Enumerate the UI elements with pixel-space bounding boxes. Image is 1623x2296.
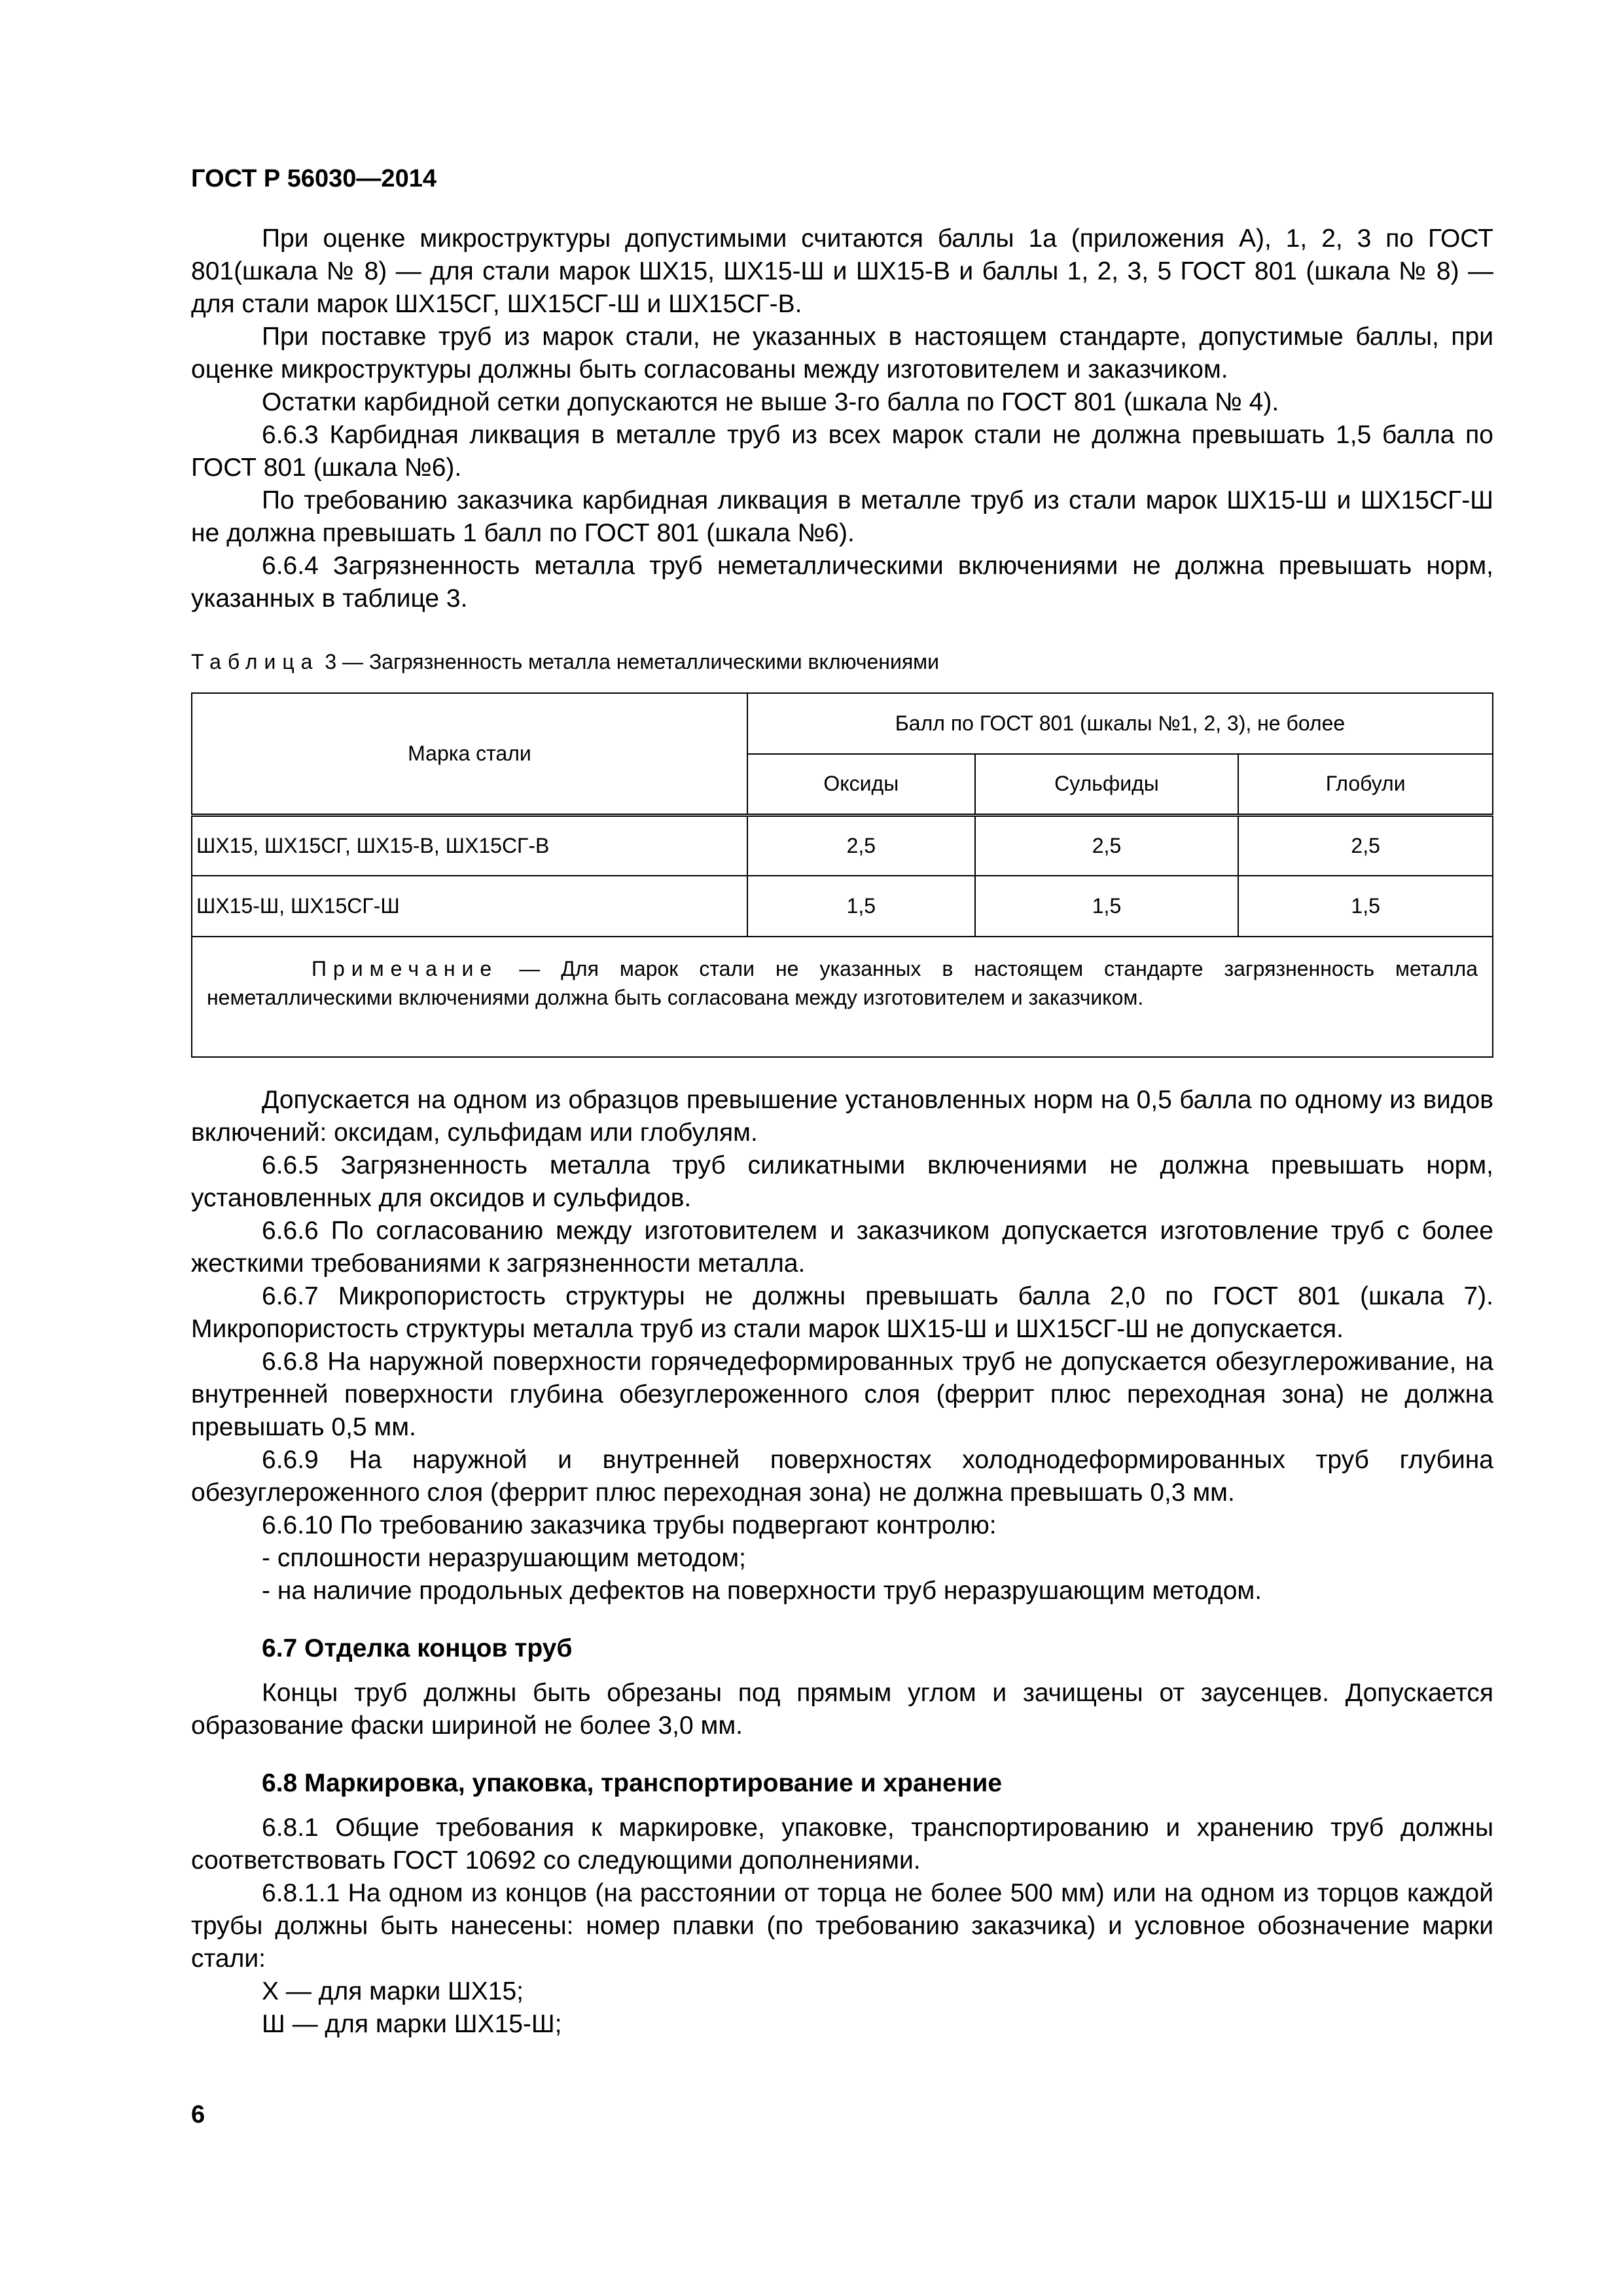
paragraph: 6.6.6 По согласованию между изготовителем и заказчиком допускается изготовление труб с более жесткими требованиями к загрязненности металла.: [191, 1217, 1493, 1278]
header-sulfides: Сульфиды: [975, 754, 1239, 815]
header-globules: Глобули: [1238, 754, 1493, 815]
paragraph: 6.6.8 На наружной поверхности горячедеформированных труб не допускается обезуглероживание, на внутренней поверхности глубина обезуглероженного слоя (феррит плюс переходная зона) не должна превышать 0,5 мм.: [191, 1348, 1493, 1441]
paragraph: 6.6.4 Загрязненность металла труб неметаллическими включениями не должна превышать норм, указанных в таблице 3.: [191, 552, 1493, 613]
section-heading-6-7: 6.7 Отделка концов труб: [262, 1634, 573, 1662]
paragraph: 6.6.3 Карбидная ликвация в металле труб из всех марок стали не должна превышать 1,5 балла по ГОСТ 801 (шкала №6).: [191, 421, 1493, 482]
body-text-top: [191, 223, 1493, 615]
paragraph: При поставке труб из марок стали, не указанных в настоящем стандарте, допустимые баллы, при оценке микроструктуры должны быть согласованы между изготовителем и заказчиком.: [191, 323, 1493, 384]
table-caption-label: Таблица: [191, 650, 319, 673]
cell-oxides: 1,5: [747, 876, 975, 937]
list-item: Ш — для марки ШХ15-Ш;: [262, 2010, 562, 2038]
table-3: [191, 692, 1493, 1058]
body-text-bottom: [191, 1084, 1493, 2041]
table-row: [192, 815, 1493, 876]
list-item: - сплошности неразрушающим методом;: [262, 1544, 746, 1572]
cell-grade: ШХ15, ШХ15СГ, ШХ15-В, ШХ15СГ-В: [192, 815, 747, 876]
header-grade: Марка стали: [192, 693, 747, 815]
paragraph: Допускается на одном из образцов превышение установленных норм на 0,5 балла по одному из видов включений: оксидам, сульфидам или глобулям.: [191, 1086, 1493, 1147]
list-item: - на наличие продольных дефектов на поверхности труб неразрушающим методом.: [262, 1577, 1262, 1605]
table-note: [192, 937, 1493, 1057]
cell-globules: 2,5: [1238, 815, 1493, 876]
paragraph: 6.6.7 Микропористость структуры не должны превышать балла 2,0 по ГОСТ 801 (шкала 7). Микропористость структуры металла труб из стали марок ШХ15-Ш и ШХ15СГ-Ш не допускается.: [191, 1282, 1493, 1343]
table-note-label: Примечание: [312, 957, 499, 980]
table-note-text: — Для марок стали не указанных в настоящем стандарте загрязненность металла неметаллическими включениями должна быть согласована между изготовителем и заказчиком.: [207, 957, 1478, 1009]
paragraph: 6.6.9 На наружной и внутренней поверхностях холоднодеформированных труб глубина обезуглероженного слоя (феррит плюс переходная зона) не должна превышать 0,3 мм.: [191, 1446, 1493, 1507]
header-score-group: Балл по ГОСТ 801 (шкалы №1, 2, 3), не более: [747, 693, 1493, 754]
cell-globules: 1,5: [1238, 876, 1493, 937]
paragraph: 6.6.5 Загрязненность металла труб силикатными включениями не должна превышать норм, установленных для оксидов и сульфидов.: [191, 1151, 1493, 1212]
paragraph: По требованию заказчика карбидная ликвация в металле труб из стали марок ШХ15-Ш и ШХ15СГ-Ш не должна превышать 1 балл по ГОСТ 801 (шкала №6).: [191, 486, 1493, 547]
section-heading-6-8: 6.8 Маркировка, упаковка, транспортирование и хранение: [262, 1769, 1003, 1797]
document-header: ГОСТ Р 56030—2014: [191, 165, 437, 192]
cell-sulfides: 1,5: [975, 876, 1239, 937]
paragraph: Концы труб должны быть обрезаны под прямым углом и зачищены от заусенцев. Допускается образование фаски шириной не более 3,0 мм.: [191, 1679, 1493, 1740]
header-oxides: Оксиды: [747, 754, 975, 815]
cell-oxides: 2,5: [747, 815, 975, 876]
cell-grade: ШХ15-Ш, ШХ15СГ-Ш: [192, 876, 747, 937]
list-item: Х — для марки ШХ15;: [262, 1977, 524, 2005]
paragraph: 6.8.1.1 На одном из концов (на расстоянии от торца не более 500 мм) или на одном из торцов каждой трубы должны быть нанесены: номер плавки (по требованию заказчика) и условное обозначение марки стали:: [191, 1879, 1493, 1973]
paragraph: 6.6.10 По требованию заказчика трубы подвергают контролю:: [262, 1511, 997, 1539]
paragraph: Остатки карбидной сетки допускаются не выше 3-го балла по ГОСТ 801 (шкала № 4).: [262, 388, 1279, 416]
cell-sulfides: 2,5: [975, 815, 1239, 876]
table-caption: [191, 650, 939, 674]
paragraph: При оценке микроструктуры допустимыми считаются баллы 1а (приложения А), 1, 2, 3 по ГОСТ 801(шкала № 8) — для стали марок ШХ15, ШХ15-Ш и ШХ15-В и баллы 1, 2, 3, 5 ГОСТ 801 (шкала № 8) — для стали марок ШХ15СГ, ШХ15СГ-Ш и ШХ15СГ-В.: [191, 224, 1493, 318]
paragraph: 6.8.1 Общие требования к маркировке, упаковке, транспортированию и хранению труб должны соответствовать ГОСТ 10692 со следующими дополнениями.: [191, 1814, 1493, 1874]
table-caption-text: 3 — Загрязненность металла неметаллическими включениями: [319, 650, 940, 673]
page-number: 6: [191, 2101, 205, 2128]
table-row: [192, 876, 1493, 937]
